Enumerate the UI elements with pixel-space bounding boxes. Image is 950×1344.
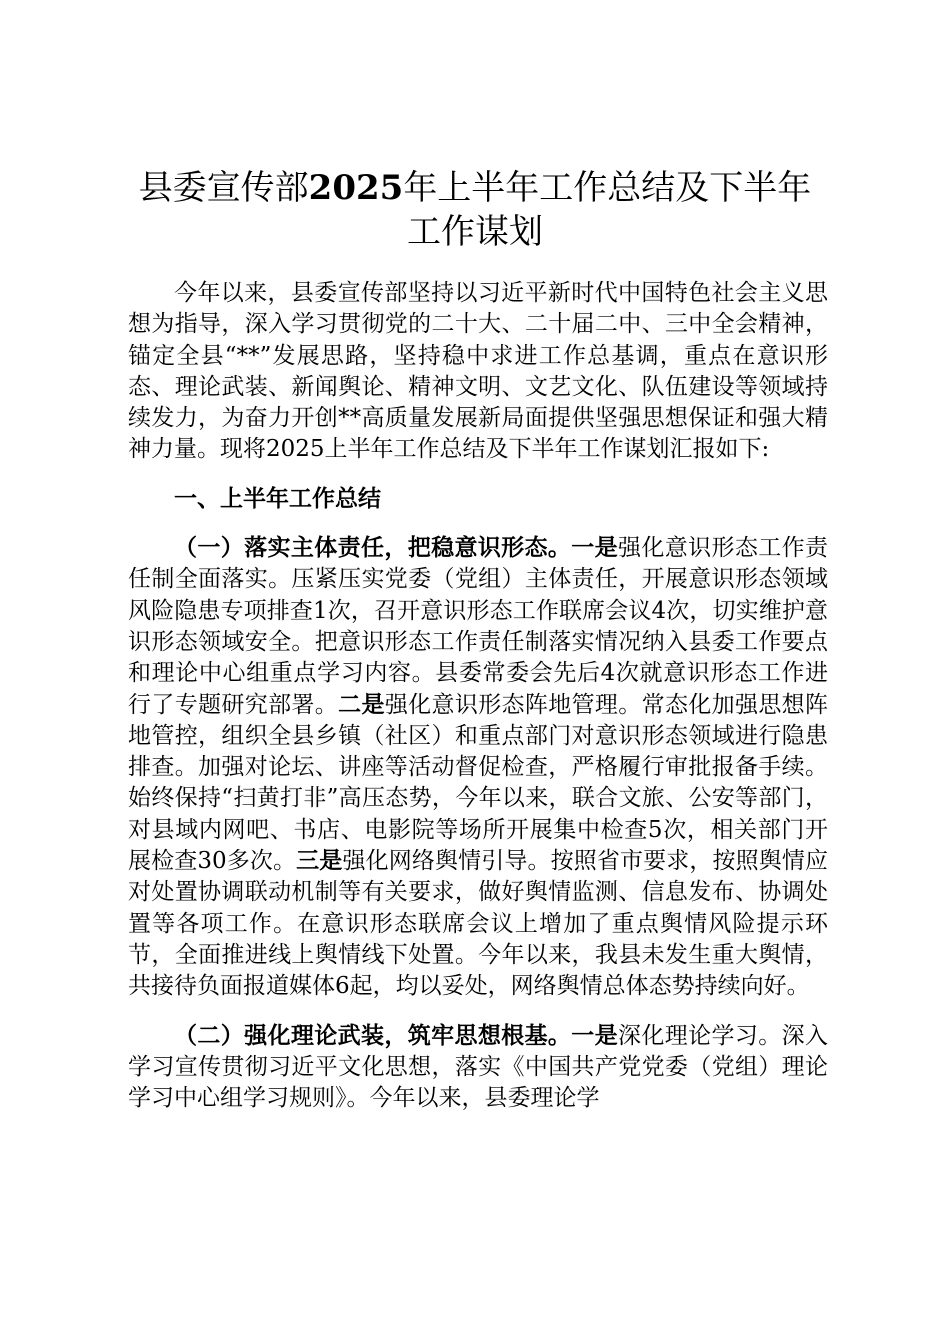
subsection-1-paragraph [128, 533, 828, 1002]
subsection-2-point-1-lead: 一是 [571, 1022, 619, 1049]
subsection-1-heading: （一）落实主体责任，把稳意识形态。 [174, 535, 572, 562]
point-3-lead: 三是 [296, 848, 343, 875]
title-part-2: 年上半年工作总结及下半年 [403, 168, 812, 208]
point-2-text: 强化意识形态阵地管理。常态化加强思想阵地管控，组织全县乡镇（社区）和重点部门对意识形态领域进行隐患排查。加强对论坛、讲座等活动督促检查，严格履行审批报备手续。始终保持“扫黄打非”高压态势，今年以来，联合文旅、公安等部门，对县域内网吧、书店、电影院等场所开展集中检查5次，相关部门开展检查30多次。 [128, 691, 829, 875]
document-title [120, 166, 830, 254]
section-1-heading: 一、上半年工作总结 [174, 485, 381, 512]
title-part-1: 县委宣传部 [138, 168, 309, 208]
document-body [128, 278, 828, 1114]
subsection-2-point-1-text: 深化理论学习。深入学习宣传贯彻习近平文化思想，落实《中国共产党党委（党组）理论学习中心组学习规则》。今年以来，县委理论学 [128, 1022, 829, 1112]
point-1-lead: 一是 [571, 535, 619, 562]
title-year: 2025 [308, 168, 404, 208]
point-2-lead: 二是 [338, 691, 385, 718]
intro-paragraph: 今年以来，县委宣传部坚持以习近平新时代中国特色社会主义思想为指导，深入学习贯彻党的二十大、二十届二中、三中全会精神，锚定全县“**”发展思路，坚持稳中求进工作总基调，重点在意识形态、理论武装、新闻舆论、精神文明、文艺文化、队伍建设等领域持续发力，为奋力开创**高质量发展新局面提供坚强思想保证和强大精神力量。现将2025上半年工作总结及下半年工作谋划汇报如下: [128, 280, 828, 463]
title-line-2: 工作谋划 [407, 212, 543, 252]
point-3-text: 强化网络舆情引导。按照省市要求，按照舆情应对处置协调联动机制等有关要求，做好舆情监测、信息发布、协调处置等各项工作。在意识形态联席会议上增加了重点舆情风险提示环节，全面推进线上舆情线下处置。今年以来，我县未发生重大舆情，共接待负面报道媒体6起，均以妥处，网络舆情总体态势持续向好。 [128, 848, 829, 1000]
point-1-text: 强化意识形态工作责任制全面落实。压紧压实党委（党组）主体责任，开展意识形态领域风险隐患专项排查1次，召开意识形态工作联席会议4次，切实维护意识形态领域安全。把意识形态工作责任制落实情况纳入县委工作要点和理论中心组重点学习内容。县委常委会先后4次就意识形态工作进行了专题研究部署。 [128, 535, 829, 718]
subsection-2-paragraph [128, 1021, 828, 1115]
subsection-2-heading: （二）强化理论武装，筑牢思想根基。 [174, 1022, 572, 1049]
